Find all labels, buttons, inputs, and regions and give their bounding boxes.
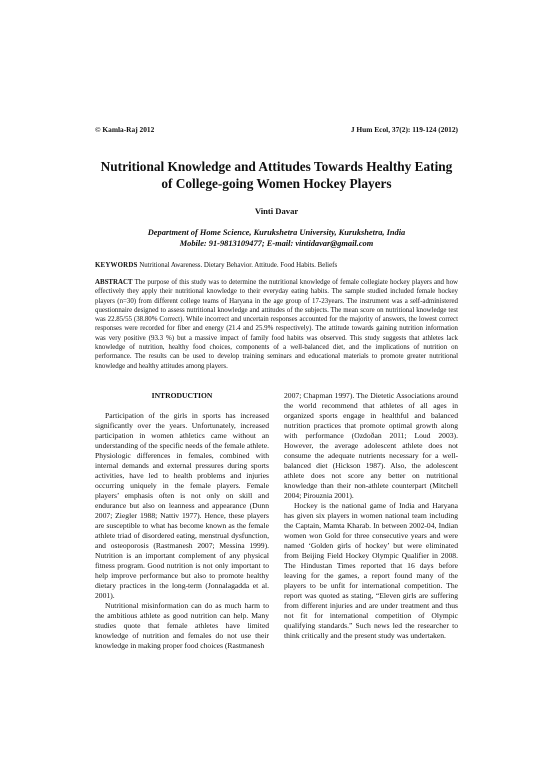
paragraph: Hockey is the national game of India and Haryana has given six players in women national team including the Captain, Mamta Kharab. In between 2002-04, Indian women won Gold for three consecutive years and were named ‘Golden girls of hockey’ but were eliminated from Beijing Field Hockey Olympic Qualifier in 2008. The Hindustan Times reported that 16 days before leaving for the games, a report found many of the players to be unfit for international competition. The report was quoted as stating, “Eleven girls are suffering from different injuries and are under treatment and thus not fit for international competition of Olympic qualifying standards.” Such news led the researcher to think critically and the present study was undertaken. (284, 500, 458, 640)
section-heading: INTRODUCTION (151, 390, 213, 400)
keywords-text: Nutritional Awareness. Dietary Behavior. Attitude. Food Habits. Beliefs (139, 262, 338, 269)
running-header (95, 125, 458, 134)
affiliation-department: Department of Home Science, Kurukshetra University, Kurukshetra, India (147, 228, 406, 237)
paragraph: Participation of the girls in sports has increased significantly over the years. Unfortunately, increased participation in women athletics came without an understanding of the specific needs of the female athlete. Physiologic differences in females, combined with internal demands and external pressures during sports activities, have led to health problems and injuries occurring uniquely in the female players. Female players’ emphasis often is not only on skill and endurance but also on leanness and appearance (Dunn 2007; Ziegler 1988; Nattiv 1977). Hence, these players are susceptible to what has become known as the female athlete triad of disordered eating, menstrual dysfunction, and osteoporosis (Rastmanesh 2007; Messina 1999). Nutrition is an important complement of any physical fitness program. Good nutrition is not only important to help improve performance but also to promote healthy dietary practices in the long-term (Jonnalagadda et al. 2001). (95, 410, 269, 600)
right-column (284, 391, 458, 651)
abstract (95, 278, 458, 371)
abstract-text: The purpose of this study was to determine the nutritional knowledge of female collegiate hockey players and how effectively they apply their nutritional knowledge to their everyday eating habits. The sample studied included female hockey players (n=30) from different college teams of Haryana in the age group of 17-23years. The instrument was a self-administered questionnaire designed to assess nutritional knowledge and attitudes of the subjects. The mean score on nutritional knowledge test was 22.85/55 (38.80% Correct). While incorrect and uncertain responses accounted for the majority of answers, the lowest correct responses were recorded for fiber and energy (21.4 and 25.9% respectively). The attitude towards gaining nutrition information was very positive (93.3 %) but a massive impact of family food habits was observed. This study suggests that athletes lack knowledge of nutrition, healthy food choices, components of a well-balanced diet, and the implications of nutrition on performance. The results can be used to develop training seminars and educational materials to promote greater nutritional knowledge and healthy attitudes among players. (95, 279, 458, 370)
author-affiliation (95, 227, 458, 249)
affiliation-contact: Mobile: 91-9813109477; E-mail: vintidavar@gmail.com (179, 239, 374, 248)
left-column (95, 391, 269, 651)
abstract-label: ABSTRACT (95, 279, 133, 286)
keywords-label: KEYWORDS (95, 262, 138, 269)
body-columns (95, 391, 458, 651)
article-title: Nutritional Knowledge and Attitudes Towards Healthy Eating of College-going Women Hockey Players (100, 159, 453, 191)
journal-citation: J Hum Ecol, 37(2): 119-124 (2012) (350, 125, 458, 134)
paragraph: Nutritional misinformation can do as much harm to the ambitious athlete as good nutrition can help. Many studies quote that female athletes have limited knowledge of nutrition and females do not use their knowledge in making proper food choices (Rastmanesh (95, 600, 269, 650)
paragraph: 2007; Chapman 1997). The Dietetic Associations around the world recommend that athletes of all ages in organized sports engage in healthful and balanced nutrition practices that promote optimal growth along with performance (Ozdoðan 2011; Loud 2003). However, the average adolescent athlete does not consume the adequate nutrients necessary for a well-balanced diet (Hickson 1987). Also, the adolescent athlete does not score any better on nutritional knowledge than their non-athlete counterpart (Mitchell 2004; Pirouznia 2001). (284, 390, 458, 500)
copyright-notice: © Kamla-Raj 2012 (95, 125, 155, 134)
keywords (95, 261, 458, 270)
author-name: Vinti Davar (254, 206, 299, 216)
